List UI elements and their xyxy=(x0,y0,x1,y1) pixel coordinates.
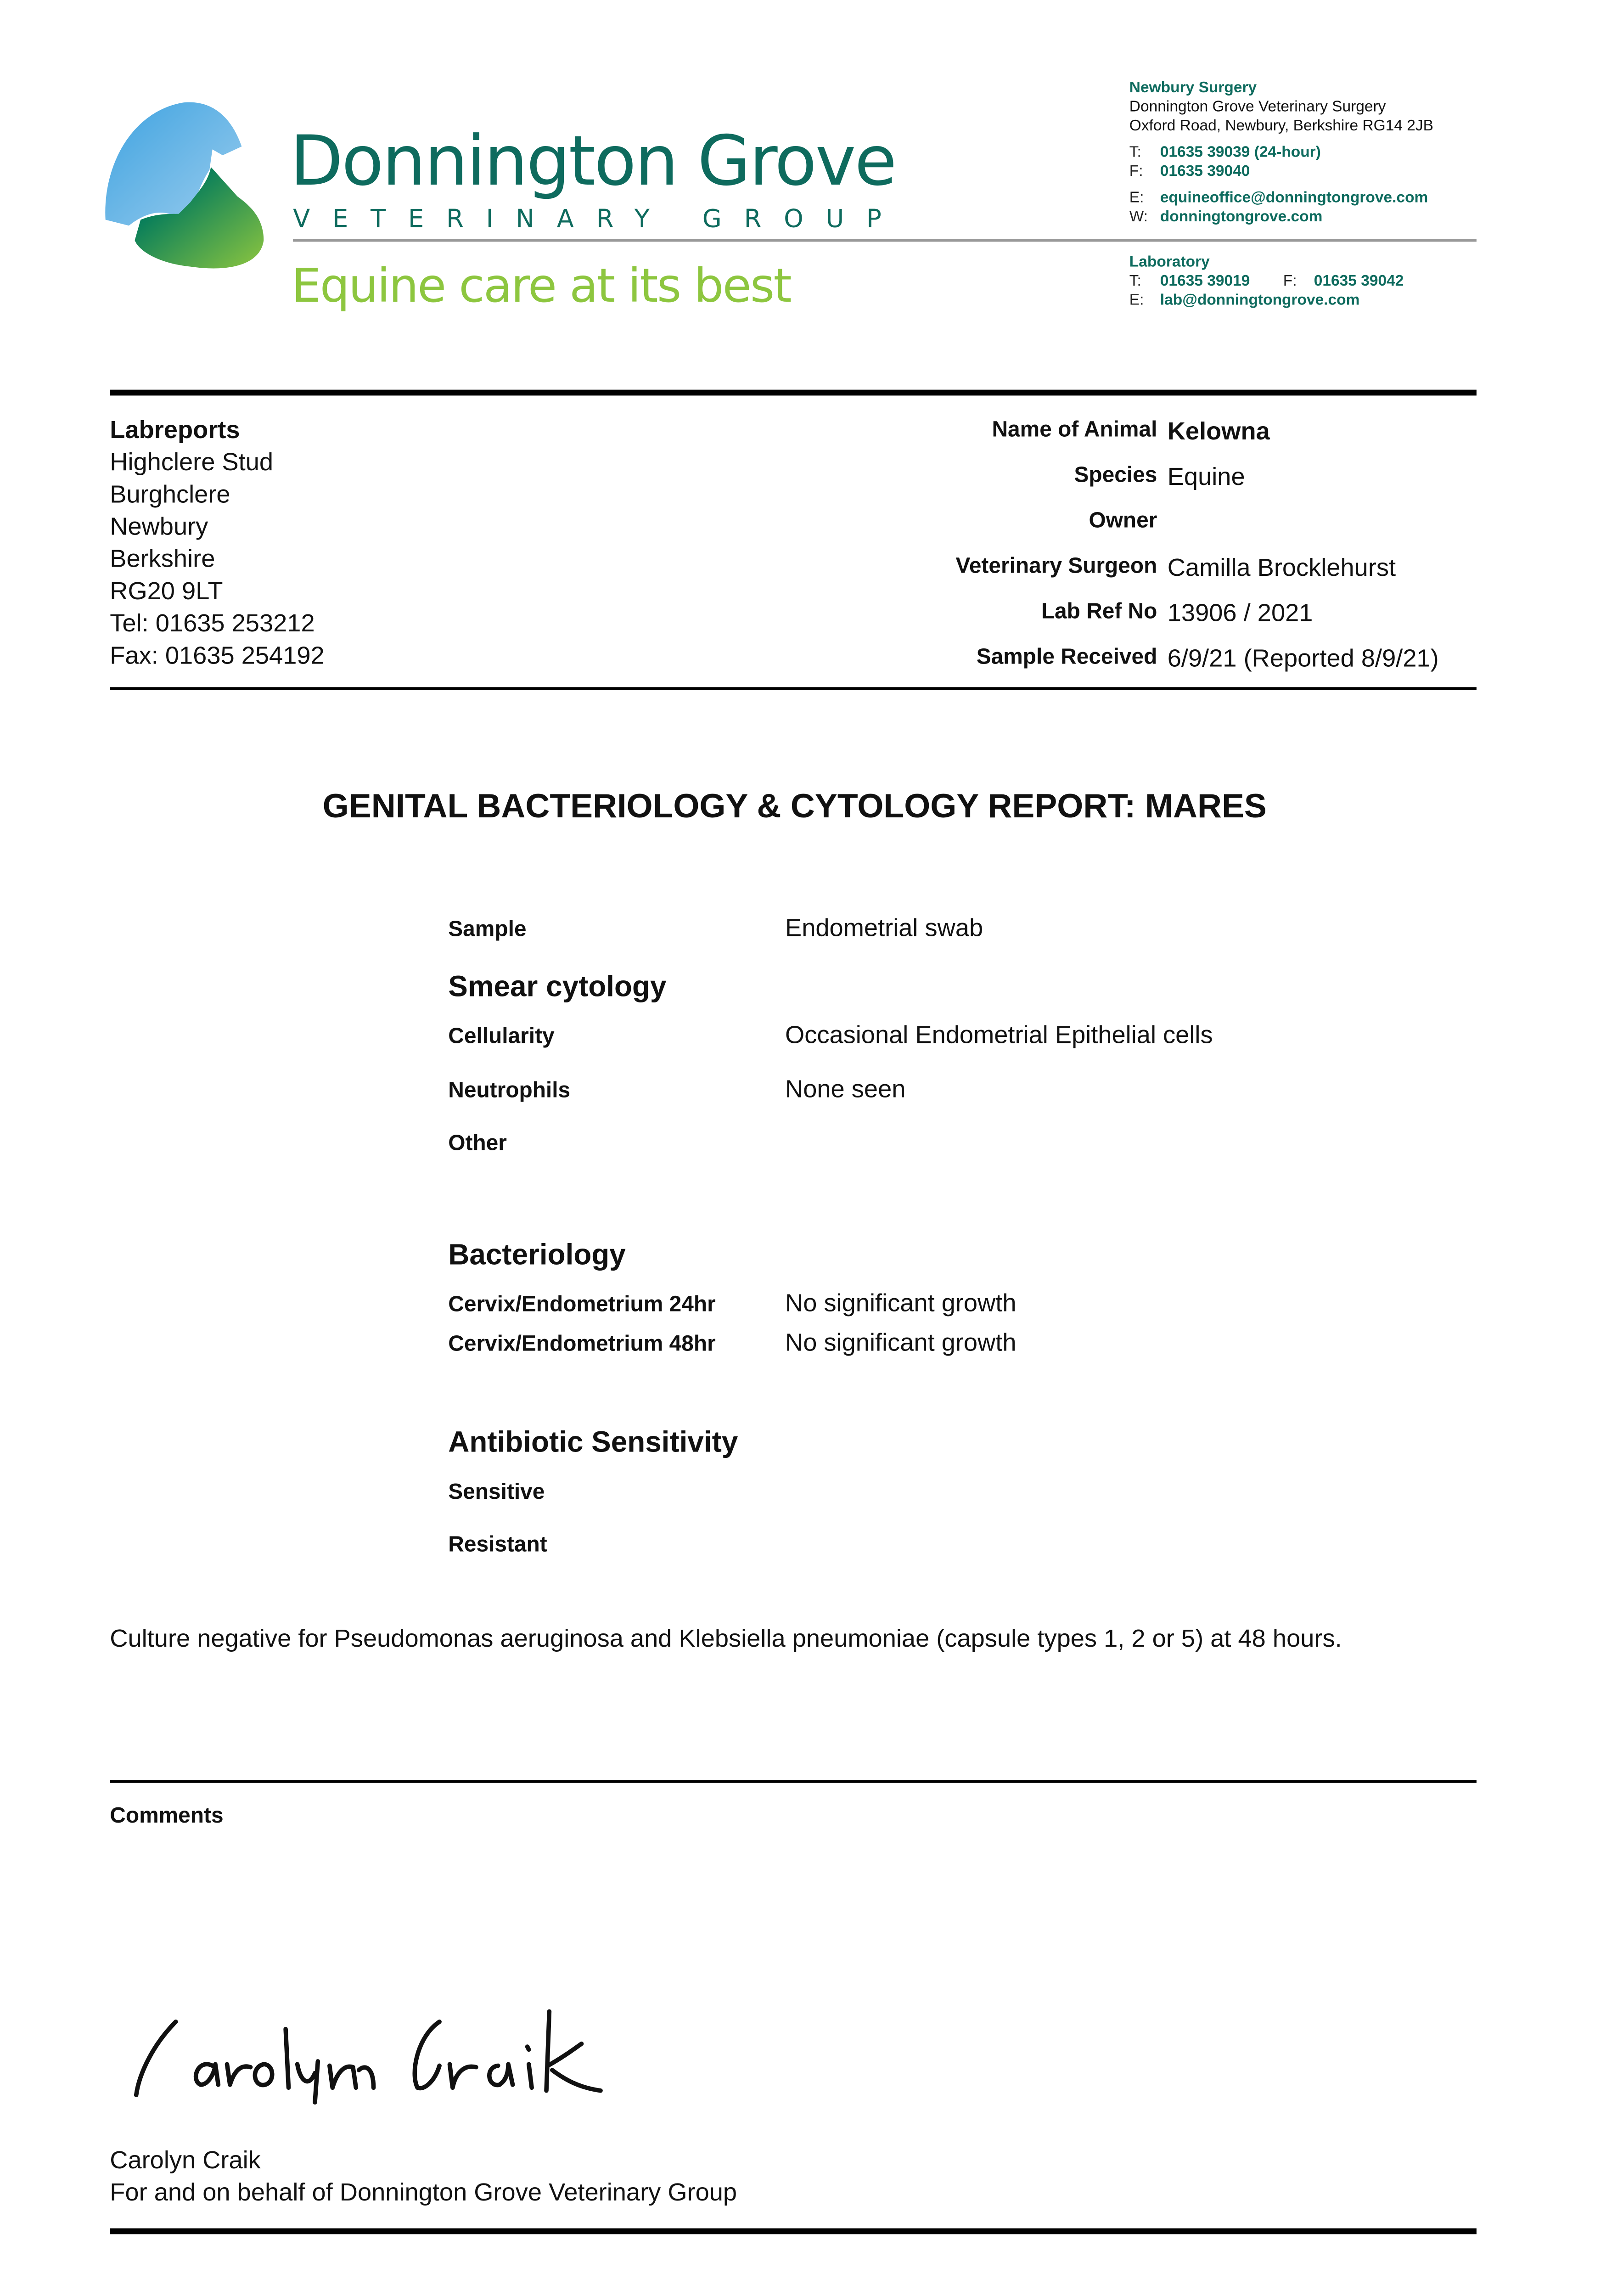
culture-note: Culture negative for Pseudomonas aeruginosa and Klebsiella pneumoniae (capsule types 1, 2 or 5) at 48 hours. xyxy=(110,1625,1342,1653)
address-line: Berkshire xyxy=(110,545,215,573)
species-label: Species xyxy=(1074,463,1157,488)
lab-fax: 01635 39042 xyxy=(1314,272,1404,290)
address-line: Newbury xyxy=(110,512,208,541)
lab-ref-value: 13906 / 2021 xyxy=(1167,599,1313,627)
smear-cytology-heading: Smear cytology xyxy=(448,971,667,1004)
tel-label: T: xyxy=(1129,272,1141,290)
surgery-phone[interactable]: 01635 39039 (24-hour) xyxy=(1160,143,1321,161)
signatory-block xyxy=(110,2145,737,2209)
lab-phone[interactable]: 01635 39019 xyxy=(1160,272,1250,290)
neutrophils-value: None seen xyxy=(785,1075,906,1103)
cellularity-label: Cellularity xyxy=(448,1024,555,1049)
header-rule xyxy=(110,390,1477,396)
vet-surgeon-label: Veterinary Surgeon xyxy=(955,553,1157,579)
antibiotic-sensitivity-heading: Antibiotic Sensitivity xyxy=(448,1427,738,1459)
horse-logo-icon xyxy=(102,100,270,270)
sample-received-label: Sample Received xyxy=(976,644,1157,670)
recipient-name: Labreports xyxy=(110,416,240,444)
address-line: Fax: 01635 254192 xyxy=(110,642,325,670)
brand-subtitle: VETERINARY GROUP xyxy=(293,205,904,235)
address-line: RG20 9LT xyxy=(110,577,223,605)
laboratory-heading: Laboratory xyxy=(1129,253,1210,271)
other-label: Other xyxy=(448,1131,507,1156)
signature-image xyxy=(124,2000,710,2117)
lab-email-link[interactable]: lab@donningtongrove.com xyxy=(1160,291,1360,310)
email-label: E: xyxy=(1129,189,1144,207)
brand-name: Donnington Grove xyxy=(290,121,896,203)
lab-ref-label: Lab Ref No xyxy=(1041,599,1157,625)
surgery-email-link[interactable]: equineoffice@donningtongrove.com xyxy=(1160,189,1428,207)
surgery-contact xyxy=(1129,79,1433,227)
bacteriology-heading: Bacteriology xyxy=(448,1239,626,1272)
sample-value: Endometrial swab xyxy=(785,914,983,942)
surgery-heading: Newbury Surgery xyxy=(1129,79,1257,97)
sensitive-label: Sensitive xyxy=(448,1480,545,1505)
address-line: Tel: 01635 253212 xyxy=(110,609,315,637)
fax-label: F: xyxy=(1129,163,1143,180)
fax-label: F: xyxy=(1283,272,1297,290)
sample-received-value: 6/9/21 (Reported 8/9/21) xyxy=(1167,644,1439,673)
address-line: Highclere Stud xyxy=(110,448,274,476)
report-title: GENITAL BACTERIOLOGY & CYTOLOGY REPORT: MARES xyxy=(322,787,1267,825)
surgery-address-1: Donnington Grove Veterinary Surgery xyxy=(1129,98,1386,116)
email-label: E: xyxy=(1129,291,1144,310)
details-rule xyxy=(110,687,1477,690)
bact-24hr-value: No significant growth xyxy=(785,1289,1016,1317)
bact-24hr-label: Cervix/Endometrium 24hr xyxy=(448,1292,716,1317)
recipient-address xyxy=(110,415,324,673)
species-value: Equine xyxy=(1167,463,1245,491)
neutrophils-label: Neutrophils xyxy=(448,1078,571,1103)
resistant-label: Resistant xyxy=(448,1532,547,1558)
surgery-fax: 01635 39040 xyxy=(1160,163,1250,180)
website-link[interactable]: donningtongrove.com xyxy=(1160,208,1323,226)
sample-label: Sample xyxy=(448,917,527,942)
signatory-name: Carolyn Craik xyxy=(110,2146,261,2174)
footer-rule xyxy=(110,2228,1477,2234)
bact-48hr-label: Cervix/Endometrium 48hr xyxy=(448,1332,716,1357)
cellularity-value: Occasional Endometrial Epithelial cells xyxy=(785,1021,1213,1049)
letterhead-divider xyxy=(293,239,1477,241)
comments-rule xyxy=(110,1780,1477,1783)
owner-label: Owner xyxy=(1089,508,1157,534)
signatory-on-behalf: For and on behalf of Donnington Grove Veterinary Group xyxy=(110,2178,737,2206)
tel-label: T: xyxy=(1129,143,1141,161)
brand-tagline: Equine care at its best xyxy=(291,258,791,314)
comments-label: Comments xyxy=(110,1803,224,1829)
animal-name-label: Name of Animal xyxy=(992,417,1157,443)
bact-48hr-value: No significant growth xyxy=(785,1328,1016,1357)
animal-name-value: Kelowna xyxy=(1167,417,1270,445)
web-label: W: xyxy=(1129,208,1148,226)
vet-surgeon-value: Camilla Brocklehurst xyxy=(1167,553,1396,582)
surgery-address-2: Oxford Road, Newbury, Berkshire RG14 2JB xyxy=(1129,117,1434,135)
laboratory-contact xyxy=(1129,253,1404,310)
address-line: Burghclere xyxy=(110,480,230,509)
